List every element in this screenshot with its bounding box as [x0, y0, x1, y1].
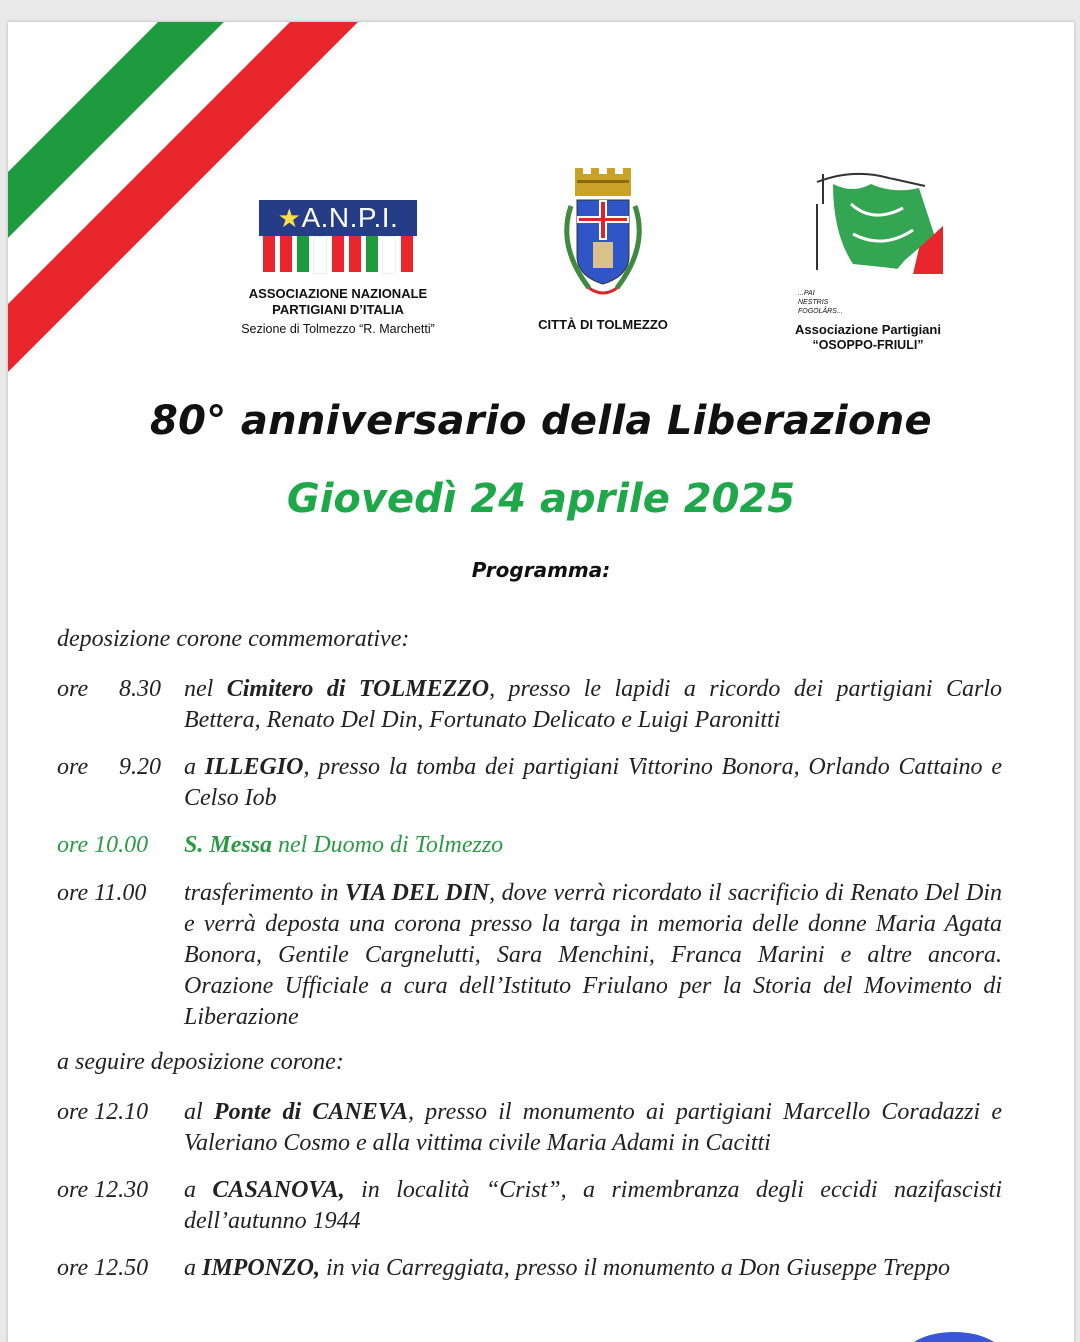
anpi-name-line1: ASSOCIAZIONE NAZIONALE	[248, 286, 428, 301]
schedule-row	[57, 674, 1002, 736]
schedule-desc: S. Messa nel Duomo di Tolmezzo	[184, 832, 504, 858]
schedule-row	[57, 752, 1002, 814]
schedule-time: ore 12.10	[57, 1099, 149, 1125]
osoppo-name-line2: “OSOPPO-FRIULI”	[812, 338, 924, 352]
schedule-time: ore 8.30	[57, 676, 161, 702]
schedule-desc: a CASANOVA, in località “Crist”, a rimembranza degli eccidi nazifascisti dell’autunno 1944	[184, 1177, 1003, 1234]
intro-text: deposizione corone commemorative:	[57, 626, 410, 652]
schedule-row	[57, 878, 1002, 1033]
schedule-time: ore 11.00	[57, 880, 147, 906]
schedule-time: ore 9.20	[57, 754, 161, 780]
programma-heading: Programma:	[471, 558, 611, 582]
osoppo-name-line1: Associazione Partigiani	[795, 322, 941, 337]
osoppo-motto-2: NESTRIS	[798, 299, 829, 306]
schedule-row	[57, 1175, 1002, 1237]
anpi-name-line2: PARTIGIANI D’ITALIA	[272, 302, 404, 317]
schedule-row	[57, 1253, 1002, 1284]
anpi-flag-stripes	[259, 236, 417, 272]
schedule-desc: nel Cimitero di TOLMEZZO, presso le lapidi a ricordo dei partigiani Carlo Bettera, Renato Del Din, Fortunato Delicato e Luigi Paronitti	[184, 676, 1002, 733]
schedule-time: ore 12.30	[57, 1177, 149, 1203]
schedule-desc: trasferimento in VIA DEL DIN, dove verrà ricordato il sacrificio di Renato Del Din e verrà deposta una corona presso la targa in memoria delle donne Maria Agata Bonora, Gentile Cargnelutti, Sara Menchini, Franca Marini e altre ancora. Orazione Ufficiale a cura dell’Istituto Friulano per la Storia del Movimento di Liberazione	[184, 880, 1003, 1030]
schedule-desc: a ILLEGIO, presso la tomba dei partigiani Vittorino Bonora, Orlando Cattaino e Celso Iob	[184, 754, 1002, 811]
page-title: 80° anniversario della Liberazione	[150, 398, 932, 444]
osoppo-logo-block	[768, 164, 968, 353]
schedule-row-mass	[57, 830, 1002, 861]
event-date: Giovedì 24 aprile 2025	[286, 476, 796, 522]
schedule-desc: a IMPONZO, in via Carreggiata, presso il monumento a Don Giuseppe Treppo	[184, 1255, 950, 1281]
schedule-time: ore 12.50	[57, 1255, 149, 1281]
schedule-time: ore 10.00	[57, 832, 149, 858]
floating-action-button[interactable]	[904, 1332, 1004, 1342]
osoppo-motto-1: ...PAI	[798, 290, 815, 297]
anpi-logo-text: A.N.P.I.	[301, 202, 399, 233]
osoppo-motto-3: FOGOLÂRS...	[798, 308, 843, 315]
coat-of-arms-icon	[543, 166, 663, 306]
anpi-logo-block	[208, 200, 468, 338]
schedule-row	[57, 1097, 1002, 1159]
osoppo-flag-icon	[793, 164, 943, 282]
citta-label: CITTÀ DI TOLMEZZO	[538, 317, 668, 332]
schedule-desc: al Ponte di CANEVA, presso il monumento ai partigiani Marcello Coradazzi e Valeriano Cosmo e alla vittima civile Maria Adami in Cacitti	[184, 1099, 1002, 1156]
star-icon: ★	[277, 203, 302, 233]
document-page	[8, 22, 1074, 1342]
anpi-logo	[259, 200, 417, 272]
intro2-text: a seguire deposizione corone:	[57, 1049, 344, 1075]
citta-logo-block	[508, 166, 698, 332]
anpi-section: Sezione di Tolmezzo “R. Marchetti”	[241, 322, 435, 336]
